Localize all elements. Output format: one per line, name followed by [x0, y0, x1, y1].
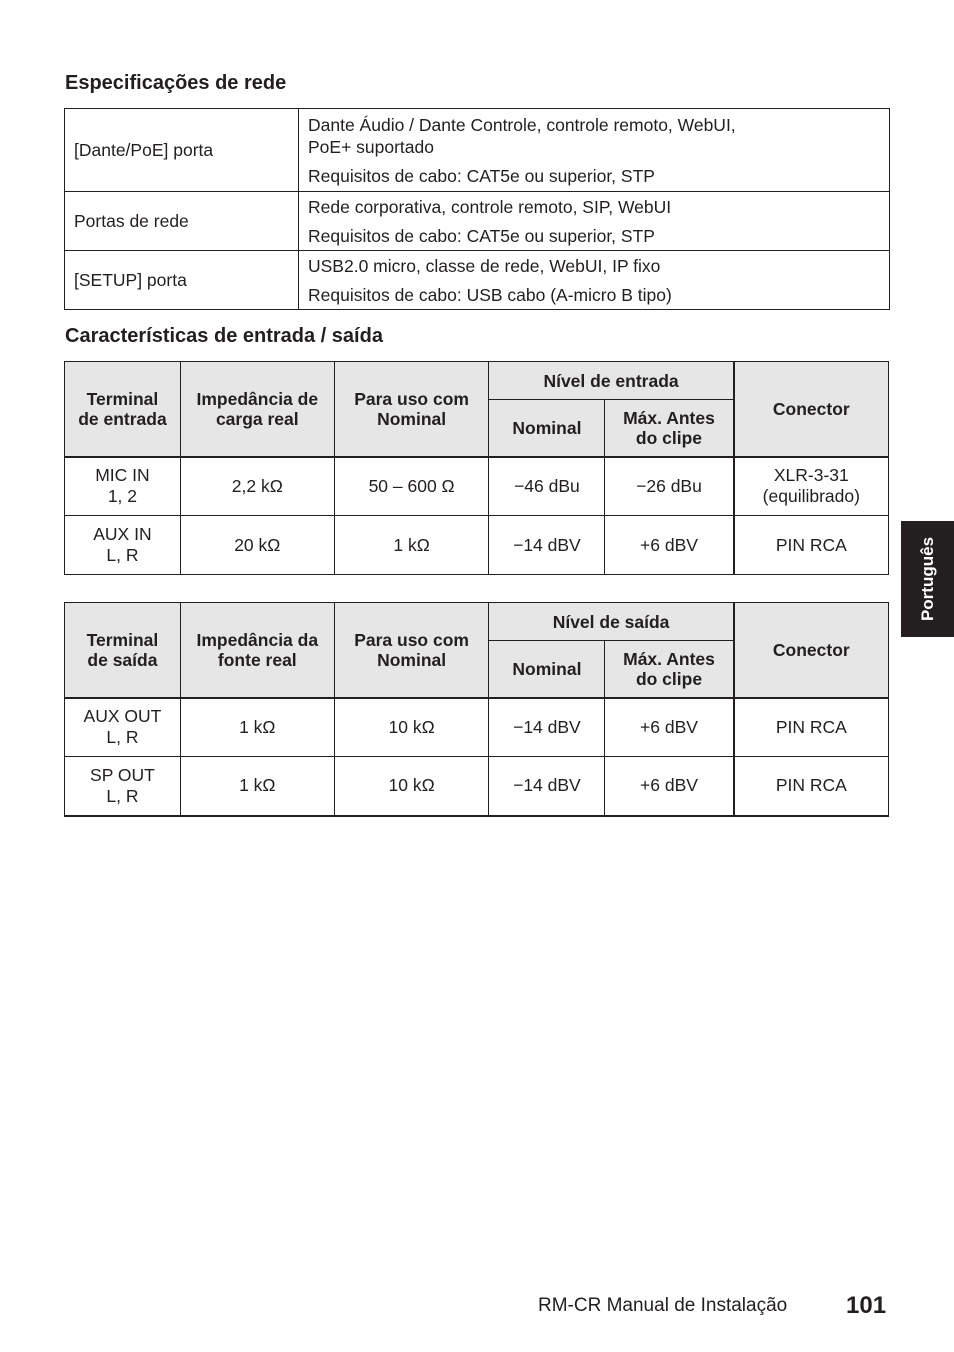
cell-max: −26 dBu: [605, 457, 734, 516]
port-description: [299, 109, 890, 192]
description-line: Rede corporativa, controle remoto, SIP, WebUI: [308, 196, 672, 217]
language-tab: [901, 521, 954, 637]
header-impedance: Impedância da fonte real: [180, 603, 334, 698]
language-tab-label: Português: [917, 536, 937, 622]
cell-nominal-use: 1 kΩ: [334, 516, 489, 575]
cell-nominal: −14 dBV: [489, 516, 605, 575]
port-name: Portas de rede: [65, 192, 299, 251]
cell-nominal-use: 10 kΩ: [334, 698, 489, 757]
header-impedance: Impedância de carga real: [180, 362, 334, 457]
cell-nominal: −46 dBu: [489, 457, 605, 516]
description-line: Dante Áudio / Dante Controle, controle remoto, WebUI,: [308, 114, 736, 135]
cell-nominal-use: 50 – 600 Ω: [334, 457, 489, 516]
cell-max: +6 dBV: [605, 757, 734, 816]
header-connector: Conector: [734, 362, 889, 457]
cell-terminal: MIC IN 1, 2: [65, 457, 181, 516]
cell-terminal: AUX OUT L, R: [65, 698, 181, 757]
header-nominal-use: Para uso com Nominal: [334, 362, 489, 457]
table-row: [65, 251, 890, 310]
header-nominal: Nominal: [489, 641, 605, 698]
description-line: USB2.0 micro, classe de rede, WebUI, IP fixo: [308, 255, 661, 276]
header-level: Nível de entrada: [489, 362, 734, 400]
table-header-row: [65, 603, 889, 641]
cell-impedance: 1 kΩ: [180, 757, 334, 816]
description-line: Requisitos de cabo: USB cabo (A-micro B tipo): [308, 284, 672, 305]
cell-connector: PIN RCA: [734, 757, 889, 816]
description-line: PoE+ suportado: [308, 136, 434, 157]
port-description: [299, 192, 890, 251]
table-row: [65, 757, 889, 816]
cell-terminal: SP OUT L, R: [65, 757, 181, 816]
table-header-row: [65, 362, 889, 400]
output-characteristics-table: [64, 602, 889, 817]
header-max: Máx. Antes do clipe: [605, 400, 734, 457]
description-line: Requisitos de cabo: CAT5e ou superior, STP: [308, 225, 655, 246]
footer-manual-title: RM-CR Manual de Instalação: [538, 1295, 788, 1316]
description-line: Requisitos de cabo: CAT5e ou superior, STP: [308, 165, 655, 186]
table-row: [65, 457, 889, 516]
cell-connector: PIN RCA: [734, 516, 889, 575]
cell-impedance: 1 kΩ: [180, 698, 334, 757]
cell-connector: PIN RCA: [734, 698, 889, 757]
table-row: [65, 516, 889, 575]
network-section-title: Especificações de rede: [65, 72, 287, 94]
port-name: [SETUP] porta: [65, 251, 299, 310]
cell-nominal: −14 dBV: [489, 698, 605, 757]
cell-nominal: −14 dBV: [489, 757, 605, 816]
table-row: [65, 109, 890, 192]
header-level: Nível de saída: [489, 603, 734, 641]
port-description: [299, 251, 890, 310]
header-max: Máx. Antes do clipe: [605, 641, 734, 698]
cell-impedance: 2,2 kΩ: [180, 457, 334, 516]
header-connector: Conector: [734, 603, 889, 698]
cell-connector: XLR-3-31 (equilibrado): [734, 457, 889, 516]
header-nominal: Nominal: [489, 400, 605, 457]
io-section-title: Características de entrada / saída: [65, 325, 383, 347]
cell-max: +6 dBV: [605, 516, 734, 575]
page-number: 101: [846, 1292, 887, 1319]
cell-max: +6 dBV: [605, 698, 734, 757]
cell-terminal: AUX IN L, R: [65, 516, 181, 575]
table-row: [65, 192, 890, 251]
input-characteristics-table: [64, 361, 889, 575]
header-terminal: Terminal de entrada: [65, 362, 181, 457]
header-terminal: Terminal de saída: [65, 603, 181, 698]
cell-impedance: 20 kΩ: [180, 516, 334, 575]
network-spec-table: [64, 108, 890, 310]
table-row: [65, 698, 889, 757]
port-name: [Dante/PoE] porta: [65, 109, 299, 192]
header-nominal-use: Para uso com Nominal: [334, 603, 489, 698]
cell-nominal-use: 10 kΩ: [334, 757, 489, 816]
